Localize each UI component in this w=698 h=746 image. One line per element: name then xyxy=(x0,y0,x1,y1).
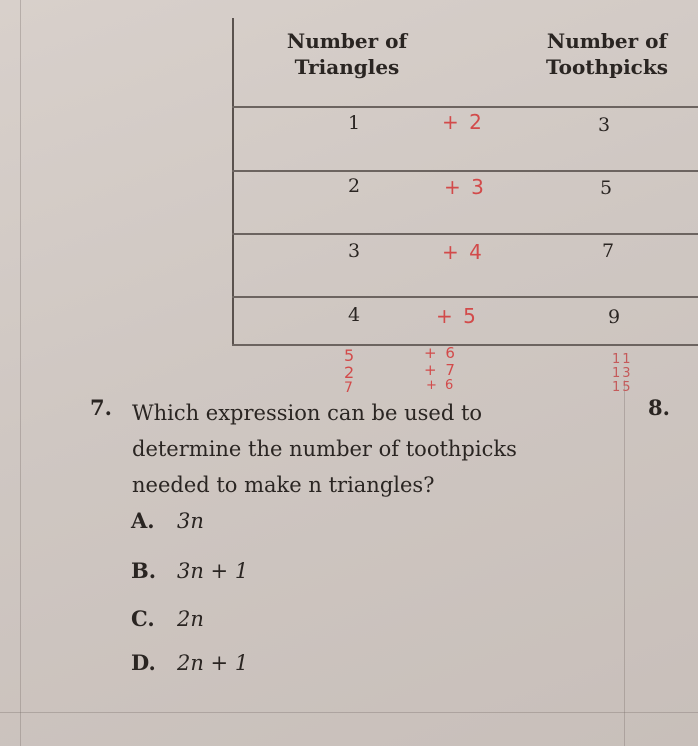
handwritten-difference: + 3 xyxy=(444,175,486,199)
table-cell-triangles: 1 xyxy=(347,112,361,134)
handwritten-difference: + 4 xyxy=(442,240,484,264)
option-expression: 2n + 1 xyxy=(177,651,249,675)
option-label: B. xyxy=(131,558,157,583)
table-header-rule xyxy=(232,106,698,108)
triangles-toothpicks-table xyxy=(232,18,698,346)
handwritten-number: 2 xyxy=(344,363,357,382)
option-expression: 2n xyxy=(177,607,204,631)
table-cell-toothpicks: 3 xyxy=(597,114,611,136)
answer-option-b[interactable] xyxy=(131,558,248,583)
handwritten-number: 11 xyxy=(612,352,633,367)
handwritten-addend: + 7 xyxy=(424,361,457,379)
answer-option-a[interactable] xyxy=(131,508,204,533)
question-line: needed to make n triangles? xyxy=(132,473,435,497)
question-text xyxy=(132,395,552,503)
table-row-rule xyxy=(232,170,698,172)
answer-option-c[interactable] xyxy=(131,606,204,631)
question-line: Which expression can be used to xyxy=(132,401,483,425)
table-cell-triangles: 4 xyxy=(347,304,361,326)
handwritten-number: 7 xyxy=(344,380,355,396)
header-toothpicks: Number of Toothpicks xyxy=(546,29,668,79)
bottom-rule xyxy=(0,712,698,713)
handwritten-difference: + 5 xyxy=(436,304,478,328)
table-row-rule xyxy=(232,296,698,298)
next-question-number: 8. xyxy=(648,395,670,420)
table-cell-triangles: 2 xyxy=(347,175,361,197)
handwritten-addend: + 6 xyxy=(426,378,456,393)
answer-option-d[interactable] xyxy=(131,650,248,675)
table-cell-toothpicks: 5 xyxy=(599,177,613,199)
table-cell-triangles: 3 xyxy=(347,240,361,262)
table-row-rule xyxy=(232,233,698,235)
question-number: 7. xyxy=(90,395,112,420)
table-bottom-rule xyxy=(232,344,698,346)
handwritten-number: 5 xyxy=(344,346,357,365)
question-line: determine the number of toothpicks xyxy=(132,437,517,461)
handwritten-number: 13 xyxy=(612,366,633,381)
handwritten-number: 15 xyxy=(612,380,633,395)
header-triangles: Number of Triangles xyxy=(286,29,408,79)
option-expression: 3n + 1 xyxy=(177,559,249,583)
option-label: C. xyxy=(131,606,155,631)
table-cell-toothpicks: 7 xyxy=(601,240,615,262)
option-label: D. xyxy=(131,650,156,675)
column-divider-line xyxy=(624,380,625,746)
option-expression: 3n xyxy=(177,509,204,533)
option-label: A. xyxy=(131,508,155,533)
page-margin-line xyxy=(20,0,21,746)
handwritten-difference: + 2 xyxy=(442,110,484,134)
handwritten-addend: + 6 xyxy=(424,344,457,362)
table-cell-toothpicks: 9 xyxy=(607,306,621,328)
